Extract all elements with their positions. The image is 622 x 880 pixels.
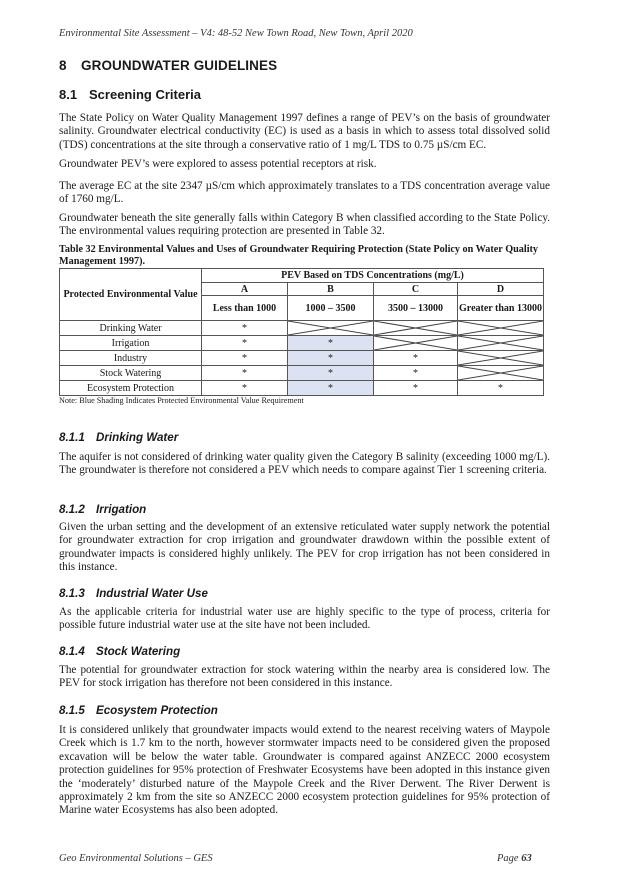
range-header: 1000 – 3500	[288, 296, 374, 321]
range-header: Less than 1000	[202, 296, 288, 321]
paragraph: It is considered unlikely that groundwater impacts would extend to the nearest receiving waters of Maypole Creek which is 1.7 km to the north, however stormwater impacts need to be considered given the proposed excavation will be below the water table. Groundwater is compared against ANZECC 2000 ecosystem protection guidelines for 95% protection of Freshwater Ecosystems have been adopted in this instance given the ‘moderately’ disturbed nature of the Maypole Creek and the River Derwent. The River Derwent is approximately 2 km from the site so ANZECC 2000 ecosystem protection guidelines for 95% protection of Marine water Ecosystems has also been adopted.	[59, 724, 550, 817]
table-cell: *	[202, 321, 288, 336]
subsection-title: Irrigation	[96, 503, 147, 516]
table-cell: *	[288, 381, 374, 396]
subsection-number: 8.1.5	[59, 704, 85, 717]
section-heading	[59, 58, 277, 73]
table-row	[60, 321, 544, 336]
category-header: D	[458, 283, 544, 296]
table-cell: *	[202, 336, 288, 351]
category-header: B	[288, 283, 374, 296]
subsection-number: 8.1	[59, 87, 78, 102]
paragraph: The State Policy on Water Quality Management 1997 defines a range of PEV’s on the basis of groundwater salinity. Groundwater electrical conductivity (EC) is used as a basis in which to assess total dissolved solid (TDS) concentrations at the site through a conservative ratio of 1 mg/L TDS to 0.75 µS/cm EC.	[59, 112, 550, 151]
page-number: 63	[521, 853, 532, 864]
paragraph: The aquifer is not considered of drinking water quality given the Category B salinity (exceeding 1000 mg/L). The groundwater is therefore not considered a PEV which needs to compare against Tier 1 screening criteria.	[59, 451, 550, 477]
category-header: A	[202, 283, 288, 296]
row-label: Ecosystem Protection	[60, 381, 202, 396]
table-cell: *	[374, 381, 458, 396]
row-label: Stock Watering	[60, 366, 202, 381]
running-header: Environmental Site Assessment – V4: 48-52 New Town Road, New Town, April 2020	[59, 28, 413, 39]
section-number: 8	[59, 58, 67, 73]
subsection-heading	[59, 503, 146, 516]
crossed-cell	[458, 321, 544, 336]
row-label: Drinking Water	[60, 321, 202, 336]
subsection-heading	[59, 431, 178, 444]
paragraph: The average EC at the site 2347 µS/cm which approximately translates to a TDS concentration average value of 1760 mg/L.	[59, 180, 550, 206]
table-note: Note: Blue Shading Indicates Protected Environmental Value Requirement	[59, 396, 304, 405]
subsection-heading	[59, 645, 180, 658]
crossed-cell	[374, 321, 458, 336]
subsection-number: 8.1.3	[59, 587, 85, 600]
row-label: Irrigation	[60, 336, 202, 351]
table-row	[60, 366, 544, 381]
subsection-title: Drinking Water	[96, 431, 179, 444]
subsection-heading	[59, 87, 201, 102]
paragraph: Given the urban setting and the development of an extensive reticulated water supply network the potential for groundwater extraction for crop irrigation and groundwater drawdown within the possible extent of groundwater impacts is considered highly unlikely. The PEV for crop irrigation has not been considered in this instance.	[59, 521, 550, 574]
subsection-title: Ecosystem Protection	[96, 704, 218, 717]
subsection-number: 8.1.4	[59, 645, 85, 658]
crossed-cell	[458, 366, 544, 381]
table-cell: *	[288, 336, 374, 351]
table-cell: *	[458, 381, 544, 396]
table-cell: *	[202, 366, 288, 381]
crossed-cell	[458, 351, 544, 366]
subsection-number: 8.1.2	[59, 503, 85, 516]
paragraph: Groundwater beneath the site generally falls within Category B when classified according to the State Policy. The environmental values requiring protection are presented in Table 32.	[59, 212, 550, 238]
paragraph: As the applicable criteria for industrial water use are highly specific to the type of process, criteria for possible future industrial water use at the site have not been included.	[59, 606, 550, 632]
table-cell: *	[288, 366, 374, 381]
table-row	[60, 381, 544, 396]
table-caption: Table 32 Environmental Values and Uses of Groundwater Requiring Protection (State Policy on Water Quality Management 1997).	[59, 244, 539, 267]
subsection-title: Industrial Water Use	[96, 587, 208, 600]
row-label: Industry	[60, 351, 202, 366]
row-header: Protected Environmental Value	[60, 269, 202, 321]
paragraph: The potential for groundwater extraction for stock watering within the nearby area is considered low. The PEV for stock irrigation has therefore not been considered in this instance.	[59, 664, 550, 690]
section-title: GROUNDWATER GUIDELINES	[81, 58, 278, 73]
column-group-header: PEV Based on TDS Concentrations (mg/L)	[202, 269, 544, 283]
footer-left: Geo Environmental Solutions – GES	[59, 853, 213, 864]
subsection-heading	[59, 704, 218, 717]
table-cell: *	[202, 351, 288, 366]
crossed-cell	[458, 336, 544, 351]
category-header: C	[374, 283, 458, 296]
subsection-title: Screening Criteria	[89, 87, 201, 102]
table-cell: *	[288, 351, 374, 366]
page-label: Page	[497, 853, 519, 864]
crossed-cell	[374, 336, 458, 351]
subsection-heading	[59, 587, 208, 600]
table-cell: *	[374, 351, 458, 366]
footer-page	[497, 853, 532, 864]
paragraph: Groundwater PEV’s were explored to assess potential receptors at risk.	[59, 158, 377, 170]
pev-table	[59, 268, 544, 396]
range-header: Greater than 13000	[458, 296, 544, 321]
range-header: 3500 – 13000	[374, 296, 458, 321]
subsection-title: Stock Watering	[96, 645, 181, 658]
table-cell: *	[374, 366, 458, 381]
subsection-number: 8.1.1	[59, 431, 85, 444]
crossed-cell	[288, 321, 374, 336]
table-row	[60, 336, 544, 351]
table-row	[60, 351, 544, 366]
table-cell: *	[202, 381, 288, 396]
